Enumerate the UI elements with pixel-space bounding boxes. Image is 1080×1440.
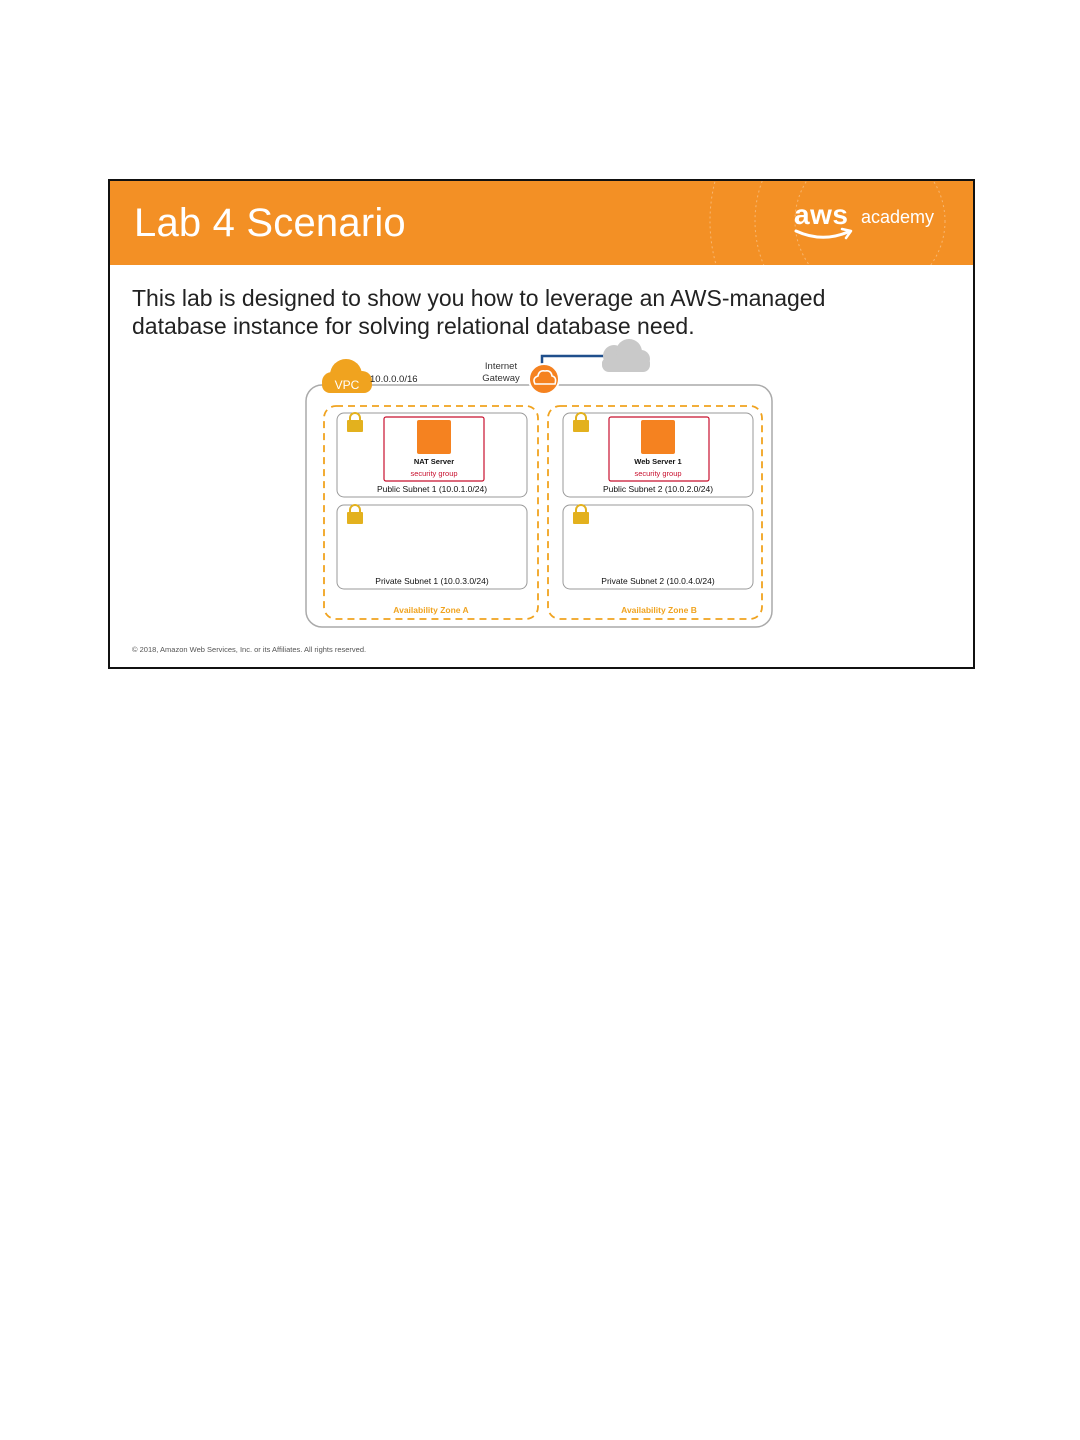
intro-line-2: database instance for solving relational database need. bbox=[132, 313, 695, 339]
public-subnet-2-label: Public Subnet 2 (10.0.2.0/24) bbox=[602, 484, 714, 494]
gateway-label-line-2: Gateway bbox=[482, 373, 520, 384]
zone-b-label: Availability Zone B bbox=[621, 605, 697, 615]
web-security-group-label: security group bbox=[634, 469, 682, 478]
zone-a-label: Availability Zone A bbox=[393, 605, 469, 615]
internet-cloud-icon bbox=[602, 339, 650, 372]
network-diagram bbox=[110, 181, 973, 667]
logo-brand: aws bbox=[794, 199, 849, 230]
vpc-badge-label: VPC bbox=[334, 378, 360, 392]
private-subnet-2-label: Private Subnet 2 (10.0.4.0/24) bbox=[601, 576, 715, 586]
internet-gateway-icon bbox=[529, 364, 559, 394]
web-server-label: Web Server 1 bbox=[634, 457, 682, 466]
slide bbox=[108, 179, 975, 669]
web-server-ec2-instance-icon bbox=[641, 420, 675, 454]
nat-server-label: NAT Server bbox=[413, 457, 455, 466]
slide-title: Lab 4 Scenario bbox=[134, 201, 406, 245]
copyright-footer: © 2018, Amazon Web Services, Inc. or its Affiliates. All rights reserved. bbox=[132, 645, 367, 654]
private-subnet-1-label: Private Subnet 1 (10.0.3.0/24) bbox=[375, 576, 489, 586]
logo-product: academy bbox=[861, 207, 935, 227]
nat-server-ec2-instance-icon bbox=[417, 420, 451, 454]
public-subnet-1-label: Public Subnet 1 (10.0.1.0/24) bbox=[376, 484, 488, 494]
gateway-label-line-1: Internet bbox=[484, 361, 518, 372]
nat-security-group-label: security group bbox=[410, 469, 458, 478]
vpc-cidr: 10.0.0.0/16 bbox=[370, 374, 418, 385]
intro-line-1: This lab is designed to show you how to leverage an AWS-managed bbox=[132, 285, 826, 311]
